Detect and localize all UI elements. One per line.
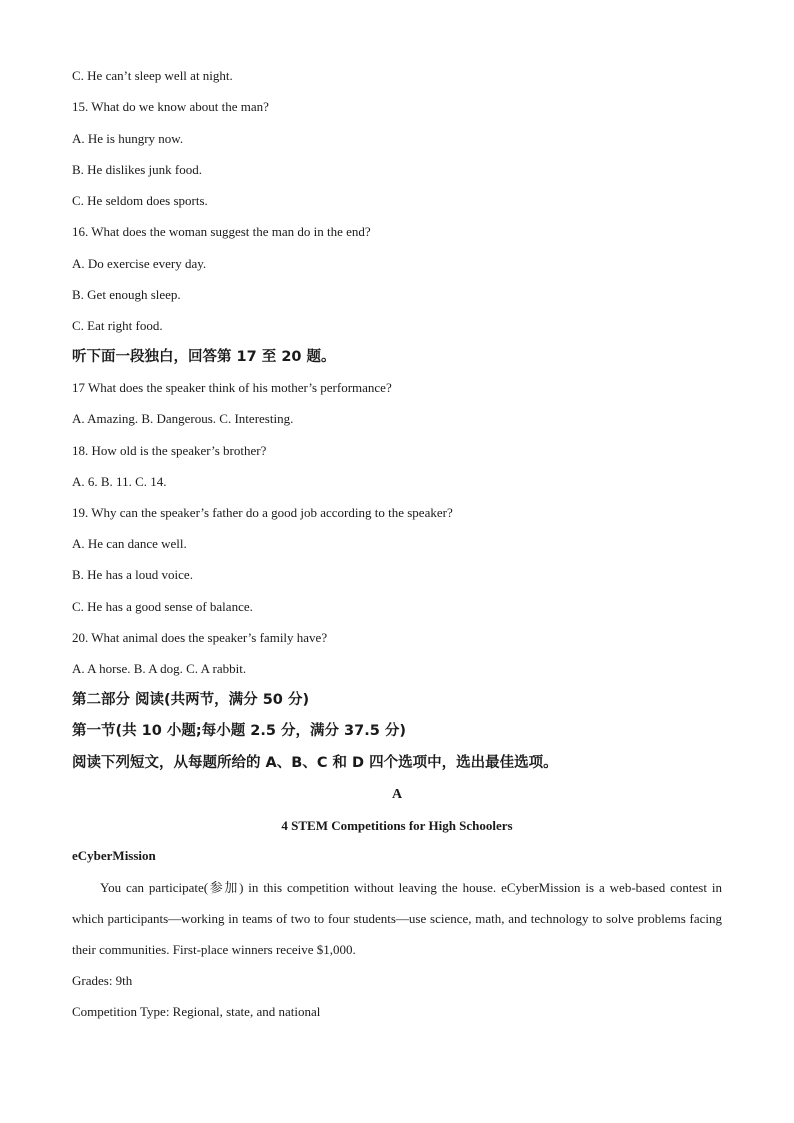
part2-title: 第二部分 阅读(共两节，满分 50 分) [72,692,310,708]
q20-options: A. A horse. B. A dog. C. A rabbit. [72,661,247,676]
ecybermission-competition-type: Competition Type: Regional, state, and national [72,1004,321,1019]
q20-question: 20. What animal does the speaker’s family have? [72,630,328,645]
q16-option-b: B. Get enough sleep. [72,287,181,302]
q15-option-a: A. He is hungry now. [72,131,184,146]
q16-option-a: A. Do exercise every day. [72,256,207,271]
passage-title: 4 STEM Competitions for High Schoolers [281,818,513,833]
q18-options: A. 6. B. 11. C. 14. [72,474,167,489]
q16-option-c: C. Eat right food. [72,318,163,333]
ecybermission-heading: eCyberMission [72,848,156,863]
ecybermission-description: You can participate(参加) in this competition without leaving the house. eCyberMission is a web-based contest in which participants—working in teams of two to four students—use science, math, and technology to solve problems facing their communities. First-place winners receive $1,000. [72,880,722,957]
monologue-instruction: 听下面一段独白，回答第 17 至 20 题。 [72,349,336,365]
q15-option-c: C. He seldom does sports. [72,193,208,208]
q19-option-c: C. He has a good sense of balance. [72,599,253,614]
q17-question: 17 What does the speaker think of his mother’s performance? [72,380,392,395]
q15-option-b: B. He dislikes junk food. [72,162,202,177]
passage-letter: A [391,787,403,802]
ecybermission-grades: Grades: 9th [72,973,133,988]
part2-section1-title: 第一节(共 10 小题;每小题 2.5 分，满分 37.5 分) [72,723,406,739]
q19-option-b: B. He has a loud voice. [72,567,193,582]
part2-instruction: 阅读下列短文，从每题所给的 A、B、C 和 D 四个选项中，选出最佳选项。 [72,755,558,771]
q15-question: 15. What do we know about the man? [72,99,269,114]
q18-question: 18. How old is the speaker’s brother? [72,443,267,458]
q17-options: A. Amazing. B. Dangerous. C. Interesting. [72,411,294,426]
q14-option-c: C. He can’t sleep well at night. [72,68,233,83]
q16-question: 16. What does the woman suggest the man do in the end? [72,224,371,239]
q19-option-a: A. He can dance well. [72,536,187,551]
q19-question: 19. Why can the speaker’s father do a good job according to the speaker? [72,505,453,520]
